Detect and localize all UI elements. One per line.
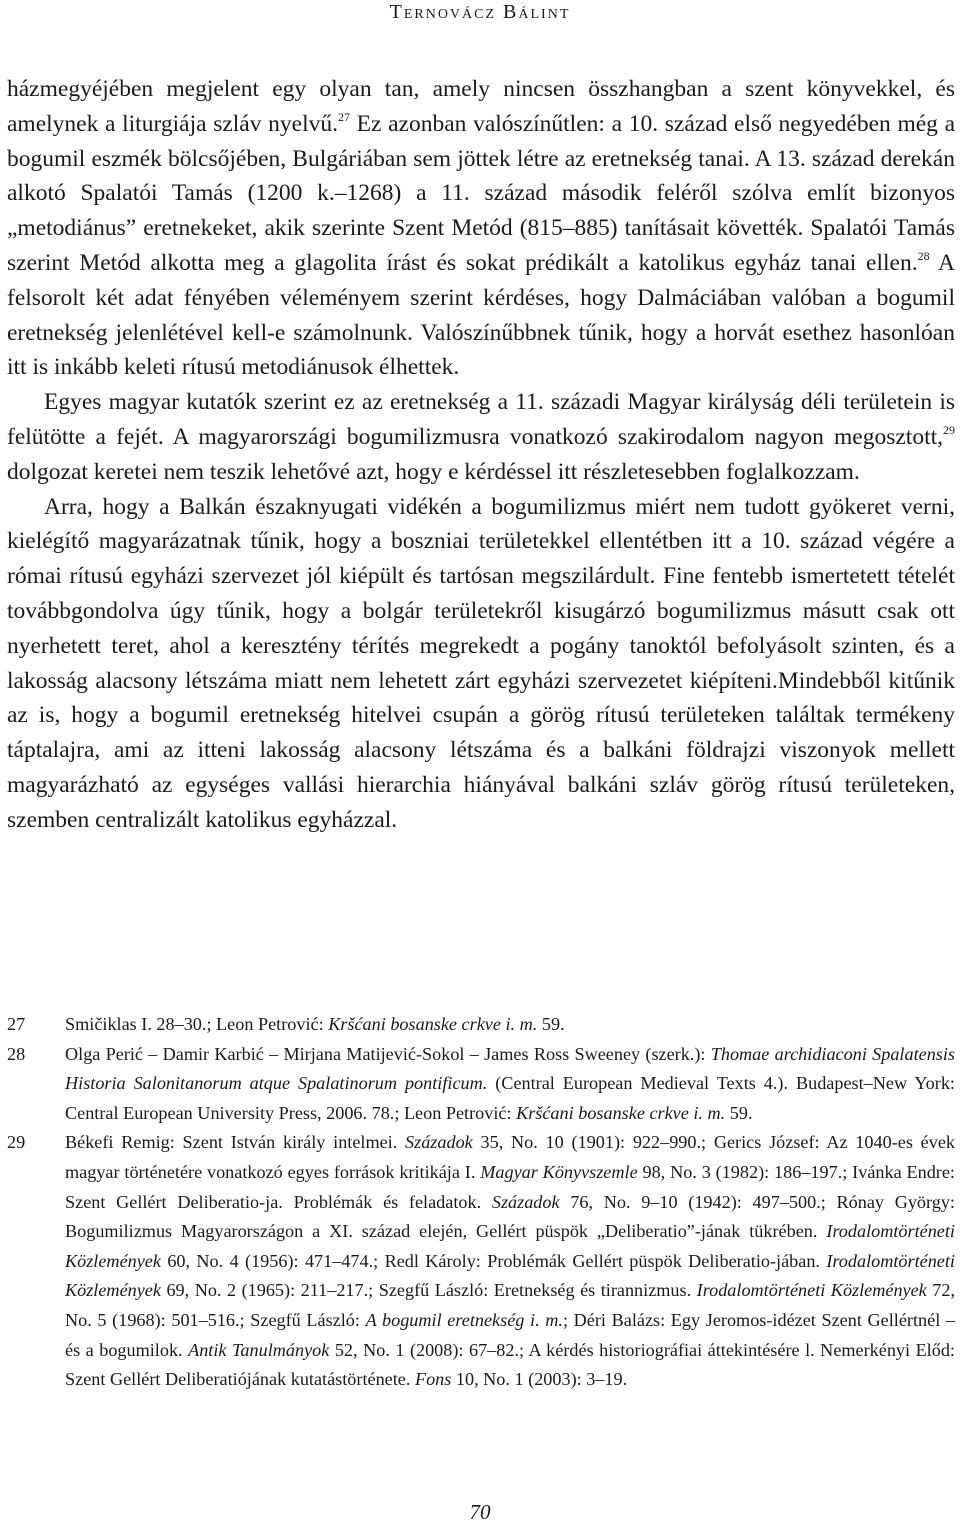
footnote-text <box>65 1128 955 1394</box>
text-run: házmegyéjében megjelent egy olyan tan, amely nincsen összhangban a szent könyvekkel, és amelynek a liturgiája szláv nyelvű. <box>7 76 955 137</box>
page-number: 70 <box>469 1500 491 1524</box>
text-run: dolgozat keretei nem teszik lehetővé azt, hogy e kérdéssel itt részletesebben foglalkozzam. <box>7 458 860 485</box>
italic-title: Irodalomtörténeti Közlemények <box>65 1221 955 1271</box>
text-run: (Central European Medieval Texts 4.). Budapest–New York: Central European University Press, 2006. 78.; Leon Petrović: <box>65 1073 955 1123</box>
italic-title: A bogumil eretnekség i. m. <box>365 1309 563 1330</box>
text-run: ; Déri Balázs: Egy Jeromos-idézet Szent Gellértnél – és a bogumilok. <box>65 1309 955 1360</box>
footnote-text <box>65 1040 955 1129</box>
footnotes <box>7 1010 955 1395</box>
text-run: A felsorolt két adat fényében véleményem szerint kérdéses, hogy Dalmáciában valóban a bogumil eretnekség jelenlétével kell-e számolnunk. Valószínűbbnek tűnik, hogy a horvát esethez hasonlóan itt is inkább keleti rítusú metodiánusok élhettek. <box>7 249 955 381</box>
paragraph <box>7 385 955 489</box>
italic-title: Thomae archidiaconi Spalatensis Historia Salonitanorum atque Spalatinorum pontificum. <box>65 1043 955 1094</box>
italic-title: Kršćani bosanske crkve i. m. <box>516 1102 726 1123</box>
text-run: Smičiklas I. 28–30.; Leon Petrović: <box>65 1014 329 1034</box>
running-head: Ternovácz Bálint <box>389 1 571 23</box>
footnote <box>7 1040 955 1129</box>
italic-title: Századok <box>491 1191 560 1212</box>
footnote-number: 27 <box>7 1014 26 1034</box>
text-run: 59. <box>725 1102 753 1123</box>
footnote-number: 29 <box>7 1132 26 1153</box>
footnote-reference: 29 <box>943 422 955 437</box>
text-run: 35, No. 10 (1901): 922–990.; Gerics József: Az 1040-es évek magyar történetére vonatkozó egyes források kritikája I. <box>65 1132 955 1182</box>
text-run: 59. <box>537 1014 565 1034</box>
footnote-reference: 28 <box>917 248 930 263</box>
text-run: 72, No. 5 (1968): 501–516.; Szegfű László: <box>65 1280 956 1330</box>
text-run: 52, No. 1 (2008): 67–82.; A kérdés historiográfiai áttekintésére l. Nemerkényi Előd: Szent Gellért Deliberatiójának kutatástörténete. <box>65 1339 955 1390</box>
paragraph <box>7 490 955 838</box>
paragraph <box>7 72 955 385</box>
text-run: 10, No. 1 (2003): 3–19. <box>451 1369 628 1390</box>
body-text <box>7 72 955 838</box>
text-run: Olga Perić – Damir Karbić – Mirjana Matijević-Sokol – James Ross Sweeney (szerk.): <box>65 1043 711 1064</box>
footnote <box>7 1128 955 1394</box>
text-run: 69, No. 2 (1965): 211–217.; Szegfű László: Eretnekség és tirannizmus. <box>160 1280 697 1301</box>
footnote-reference: 27 <box>338 109 350 124</box>
italic-title: Századok <box>405 1132 473 1153</box>
text-run: Egyes magyar kutatók szerint ez az eretnekség a 11. századi Magyar királyság déli területein is felütötte a fejét. A magyarországi bogumilizmusra vonatkozó szakirodalom nagyon megosztott, <box>7 389 955 450</box>
text-run: Ez azonban valószínűtlen: a 10. század első negyedében még a bogumil eszmék bölcsőjében, Bulgáriában sem jöttek létre az eretnekség tanai. A 13. század derekán alkotó Spalatói Tamás (1200 k.–1268) a 11. század második feléről szólva említ bizonyos „metodiánus” eretnekeket, akik szerinte Szent Metód (815–885) tanításait követték. Spalatói Tamás szerint Metód alkotta meg a glagolita írást és sokat prédikált a katolikus egyház tanai ellen. <box>7 110 956 276</box>
footnote-text <box>65 1010 955 1040</box>
italic-title: Irodalomtörténeti Közlemények <box>696 1280 927 1301</box>
text-run: 76, No. 9–10 (1942): 497–500.; Rónay György: Bogumilizmus Magyarországon a XI. század elején, Gellért püspök „Deliberatio”-jának tükrében. <box>65 1191 955 1242</box>
italic-title: Kršćani bosanske crkve i. m. <box>328 1014 538 1034</box>
text-run: 60, No. 4 (1956): 471–474.; Redl Károly: Problémák Gellért püspök Deliberatio-jában. <box>160 1250 827 1271</box>
italic-title: Magyar Könyvszemle <box>480 1161 638 1182</box>
text-run: Békefi Remig: Szent István király intelmei. <box>65 1132 406 1153</box>
footnote <box>7 1010 955 1040</box>
text-run: 98, No. 3 (1982): 186–197.; Ivánka Endre: Szent Gellért Deliberatio-ja. Problémák és feladatok. <box>65 1161 955 1212</box>
italic-title: Fons <box>414 1369 452 1390</box>
italic-title: Antik Tanulmányok <box>188 1339 330 1360</box>
text-run: Arra, hogy a Balkán északnyugati vidékén a bogumilizmus miért nem tudott gyökeret verni, kielégítő magyarázatnak tűnik, hogy a boszniai területekkel ellentétben itt a 10. század végére a római rítusú egyházi szervezet jól kiépült és tartósan megszilárdult. Fine fentebb ismertetett tételét továbbgondolva úgy tűnik, hogy a bolgár területekről kisugárzó bogumilizmus másutt csak ott nyerhetett teret, ahol a keresztény térítés megrekedt a pogány tanoktól befolyásolt szinten, és a lakosság alacsony létszáma miatt nem lehetett zárt egyházi szervezetet kiépíteni.Mindebből kitűnik az is, hogy a bogumil eretnekség hitelvei csupán a görög rítusú területeken találtak termékeny táptalajra, ami az itteni lakosság alacsony létszáma és a balkáni földrajzi viszonyok mellett magyarázható az egységes vallási hierarchia hiányával balkáni szláv görög rítusú területeken, szemben centralizált katolikus egyházzal. <box>7 493 955 833</box>
footnote-number: 28 <box>7 1043 26 1064</box>
italic-title: Irodalomtörténeti Közlemények <box>65 1250 955 1301</box>
